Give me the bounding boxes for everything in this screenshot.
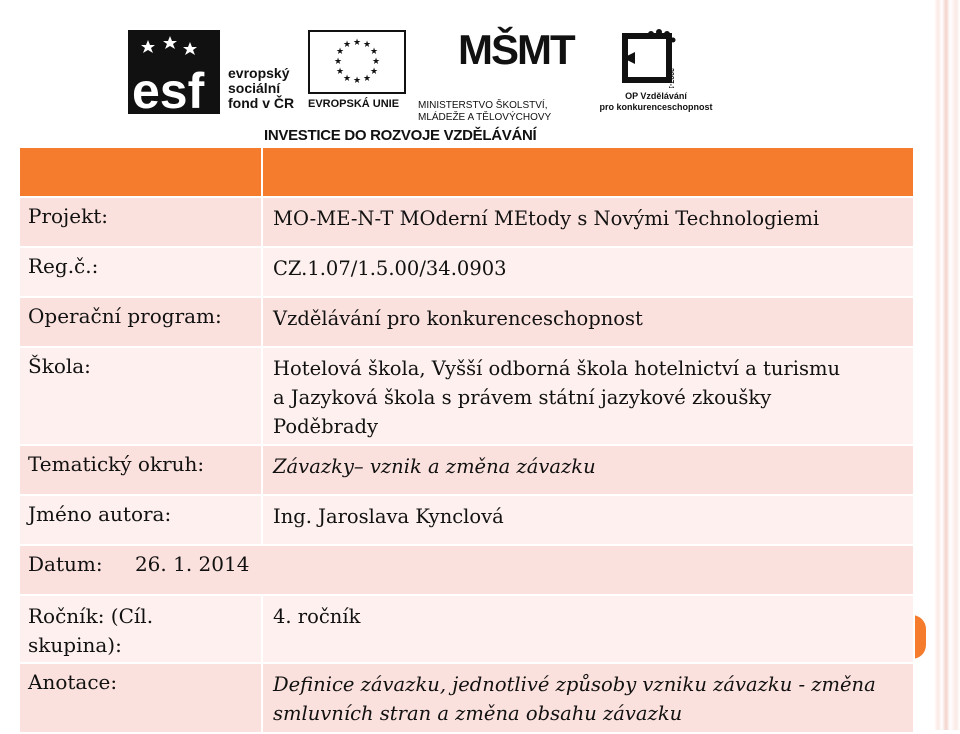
value-program: Vzdělávání pro konkurenceschopnost <box>263 298 915 348</box>
logo-banner <box>0 0 960 150</box>
value-autor: Ing. Jaroslava Kynclová <box>263 496 915 546</box>
table-row <box>20 496 915 546</box>
table-row <box>20 446 915 496</box>
value-projekt: MO-ME-N-T MOderní MEtody s Novými Technologiemi <box>263 198 915 248</box>
op-year: 2007-13 <box>667 68 674 88</box>
svg-text:★: ★ <box>342 74 352 84</box>
op-caption: OP Vzdělávání pro konkurenceschopnost <box>599 91 713 112</box>
value-anotace: Definice závazku, jednotlivé způsoby vzniku závazku - změna smluvních stran a změna obsahu závazku <box>263 664 915 734</box>
label-skola: Škola: <box>20 348 263 446</box>
eu-caption: EVROPSKÁ UNIE <box>308 98 400 110</box>
svg-text:★: ★ <box>335 47 345 57</box>
eu-logo <box>308 30 408 114</box>
svg-text:★: ★ <box>369 47 379 57</box>
label-anotace: Anotace: <box>20 664 263 734</box>
label-projekt: Projekt: <box>20 198 263 248</box>
header-cell-right <box>263 148 915 198</box>
svg-text:★: ★ <box>335 67 345 77</box>
msmt-caption: MINISTERSTVO ŠKOLSTVÍ, MLÁDEŽE A TĚLOVÝCHOVY <box>418 100 552 123</box>
eu-flag-icon <box>308 30 406 94</box>
value-skola: Hotelová škola, Vyšší odborná škola hotelnictví a turismu a Jazyková škola s právem státní jazykové zkoušky Poděbrady <box>263 348 915 446</box>
label-reg: Reg.č.: <box>20 248 263 298</box>
investice-tagline: INVESTICE DO ROZVOJE VZDĚLÁVÁNÍ <box>264 127 537 144</box>
value-okruh: Závazky– vznik a změna závazku <box>263 446 915 496</box>
esf-logo <box>128 30 300 114</box>
label-autor: Jméno autora: <box>20 496 263 546</box>
msmt-logo <box>418 26 598 123</box>
header-cell-left <box>20 148 263 198</box>
table-row <box>20 248 915 298</box>
value-rocnik: 4. ročník <box>263 596 915 664</box>
svg-text:★: ★ <box>352 38 362 48</box>
table-row <box>20 348 915 446</box>
datum-cell <box>20 546 915 596</box>
svg-text:★: ★ <box>352 76 362 86</box>
table-header-row <box>20 148 915 198</box>
svg-text:★: ★ <box>362 74 372 84</box>
svg-text:★: ★ <box>371 57 381 67</box>
value-reg: CZ.1.07/1.5.00/34.0903 <box>263 248 915 298</box>
label-rocnik: Ročník: (Cíl. skupina): <box>20 596 263 664</box>
label-program: Operační program: <box>20 298 263 348</box>
svg-text:★: ★ <box>333 57 343 67</box>
label-okruh: Tematický okruh: <box>20 446 263 496</box>
esf-caption: evropský sociální fond v ČR <box>228 65 295 111</box>
svg-text:★: ★ <box>369 67 379 77</box>
esf-mark-text: esf <box>132 63 205 114</box>
op-logo <box>597 28 715 114</box>
label-datum: Datum: <box>28 552 103 576</box>
table-row <box>20 596 915 664</box>
table-row <box>20 298 915 348</box>
table-row <box>20 546 915 596</box>
value-datum: 26. 1. 2014 <box>134 552 250 576</box>
table-row <box>20 198 915 248</box>
svg-text:★: ★ <box>342 40 352 50</box>
esf-mark <box>128 30 220 114</box>
table-row <box>20 664 915 734</box>
msmt-mark: MŠMT <box>458 26 574 73</box>
op-mark-icon <box>621 28 681 88</box>
svg-text:★: ★ <box>362 40 372 50</box>
